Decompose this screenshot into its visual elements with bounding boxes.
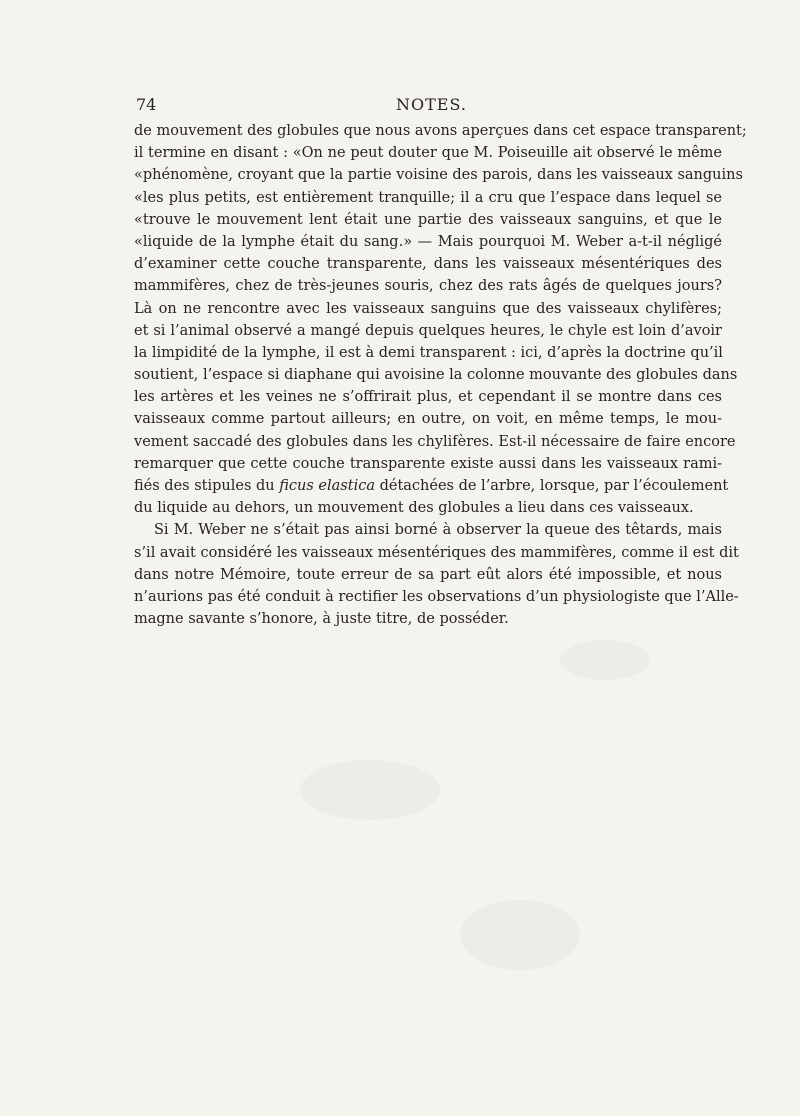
text-line: il termine en disant : «On ne peut douter que M. Poiseuille ait observé le même (134, 145, 722, 162)
running-title: NOTES. (396, 95, 467, 114)
text-line: de mouvement des globules que nous avons aperçues dans cet espace transparent; (134, 123, 747, 139)
text-line: la limpidité de la lymphe, il est à demi transparent : ici, d’après la doctrine qu’il (134, 344, 723, 361)
paper-stain (460, 900, 580, 970)
text-line: «phénomène, croyant que la partie voisine des parois, dans les vaisseaux sanguins (134, 167, 743, 184)
paper-stain (560, 640, 650, 680)
running-head (136, 95, 720, 117)
text-line: vement saccadé des globules dans les chylifères. Est-il nécessaire de faire encore (134, 433, 736, 450)
italic-term: ficus elastica (279, 478, 375, 494)
text-line-end: détachées de l’arbre, lorsque, par l’écoulement (374, 478, 729, 494)
text-line: n’aurions pas été conduit à rectifier les observations d’un physiologiste que l’Alle- (134, 588, 739, 605)
text-line: Si M. Weber ne s’était pas ainsi borné à observer la queue des têtards, mais (154, 522, 722, 539)
text-line: dans notre Mémoire, toute erreur de sa part eût alors été impossible, et nous (134, 566, 722, 583)
text-line: soutient, l’espace si diaphane qui avoisine la colonne mouvante des globules dans (134, 367, 738, 384)
text-line: les artères et les veines ne s’offrirait plus, et cependant il se montre dans ces (134, 389, 722, 406)
text-line: Là on ne rencontre avec les vaisseaux sanguins que des vaisseaux chylifères; (134, 300, 722, 317)
text-line: et si l’animal observé a mangé depuis quelques heures, le chyle est loin d’avoir (134, 322, 722, 339)
text-line: «trouve le mouvement lent était une partie des vaisseaux sanguins, et que le (134, 211, 722, 228)
body-text (134, 120, 747, 630)
text-line: vaisseaux comme partout ailleurs; en outre, on voit, en même temps, le mou- (134, 411, 722, 428)
text-line: du liquide au dehors, un mouvement des globules a lieu dans ces vaisseaux. (134, 500, 694, 517)
text-line: «liquide de la lymphe était du sang.» — Mais pourquoi M. Weber a-t-il négligé (134, 233, 722, 250)
text-line: d’examiner cette couche transparente, dans les vaisseaux mésentériques des (134, 256, 722, 273)
text-line: mammifères, chez de très-jeunes souris, chez des rats âgés de quelques jours? (134, 278, 722, 295)
text-line: «les plus petits, est entièrement tranquille; il a cru que l’espace dans lequel se (134, 189, 722, 206)
text-line-start: fiés des stipules du (134, 478, 280, 494)
paper-stain (300, 760, 440, 820)
text-line: magne savante s’honore, à juste titre, de posséder. (134, 611, 509, 628)
text-line (134, 475, 729, 497)
text-line: remarquer que cette couche transparente existe aussi dans les vaisseaux rami- (134, 455, 722, 472)
page-number: 74 (136, 95, 157, 114)
text-line: s’il avait considéré les vaisseaux mésentériques des mammifères, comme il est dit (134, 544, 739, 561)
